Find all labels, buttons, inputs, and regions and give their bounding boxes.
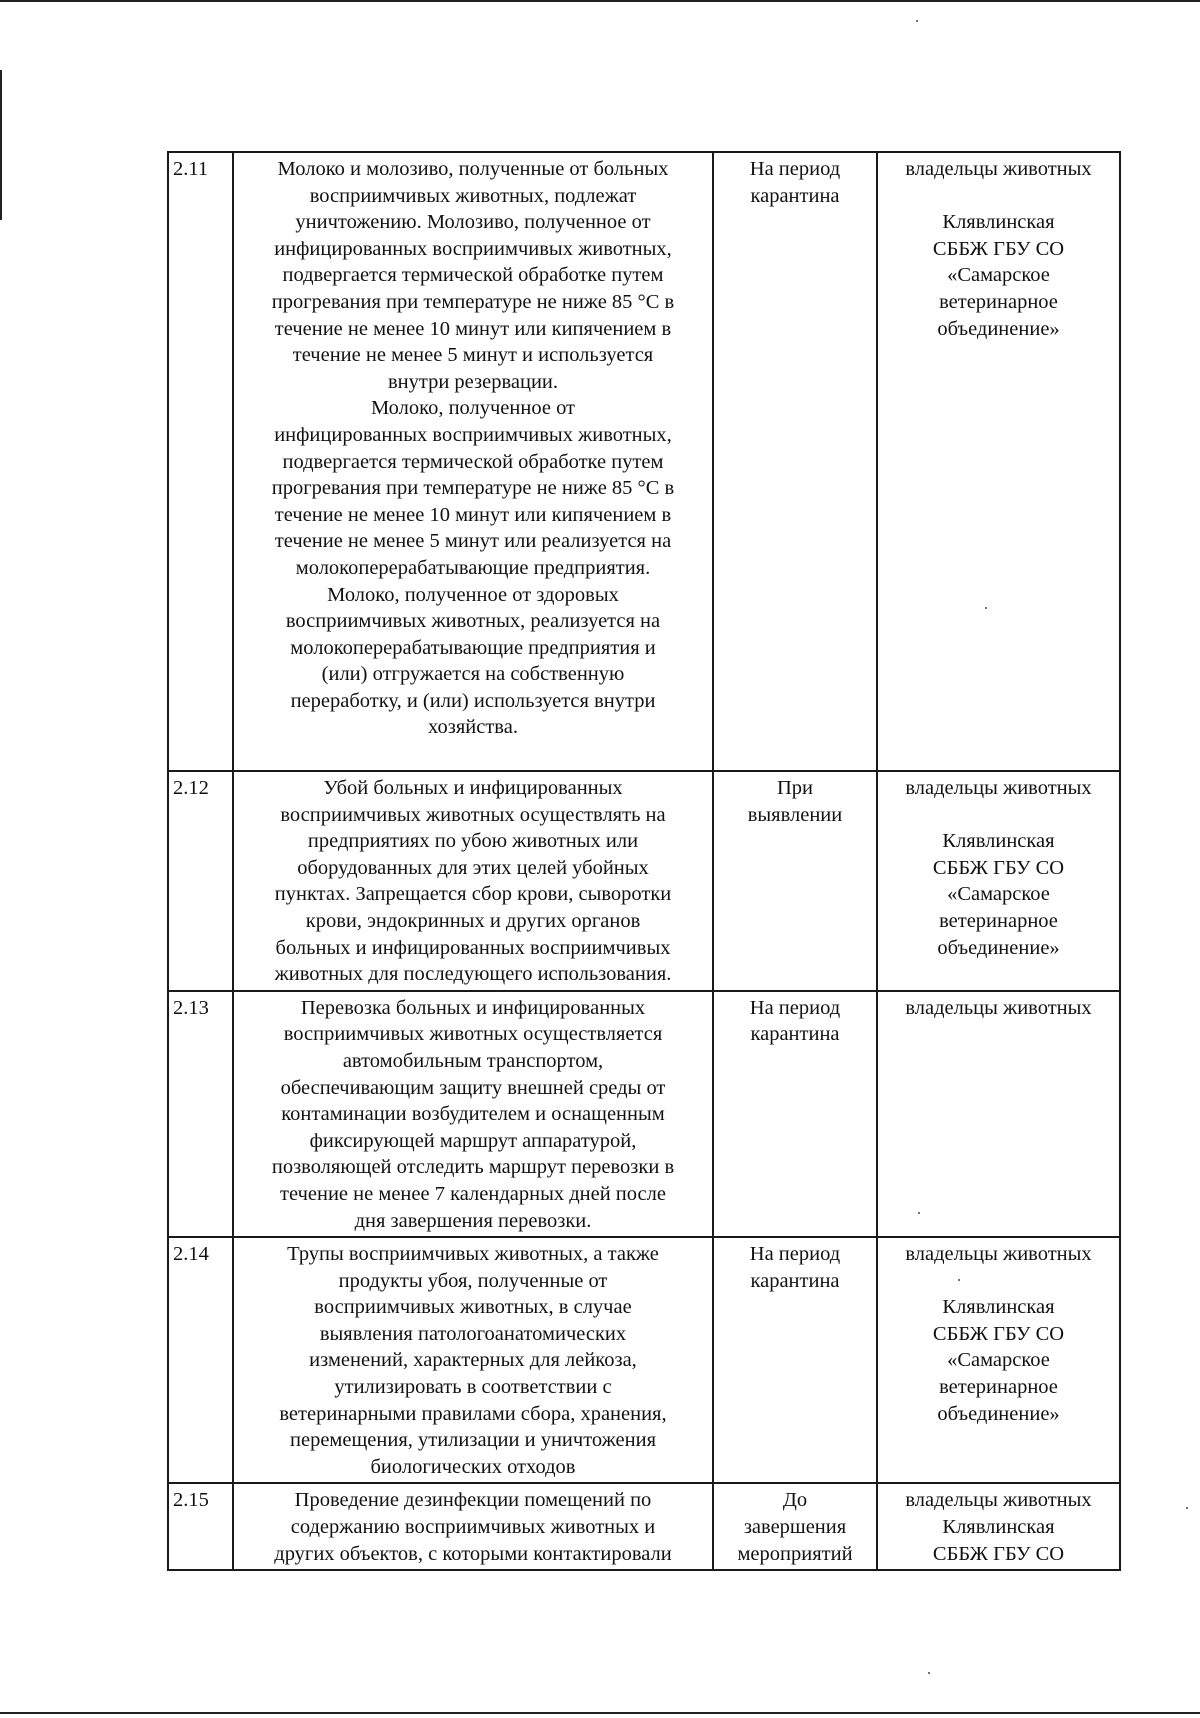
measure-term: На период карантина xyxy=(713,1237,877,1483)
measure-responsible: владельцы животных Клявлинская СББЖ ГБУ СО «Самарское ветеринарное объединение» xyxy=(877,1237,1120,1483)
measure-responsible: владельцы животных xyxy=(877,991,1120,1237)
item-number: 2.14 xyxy=(168,1237,233,1483)
scan-border-left xyxy=(0,70,2,220)
measure-responsible: владельцы животных Клявлинская СББЖ ГБУ СО xyxy=(877,1483,1120,1570)
scan-speck xyxy=(916,20,918,22)
table-row xyxy=(168,152,1120,771)
table-row xyxy=(168,1483,1120,1570)
measure-responsible: владельцы животных Клявлинская СББЖ ГБУ СО «Самарское ветеринарное объединение» xyxy=(877,152,1120,771)
scan-speck xyxy=(928,1672,930,1674)
item-number: 2.13 xyxy=(168,991,233,1237)
table-row xyxy=(168,771,1120,991)
measure-term: До завершения мероприятий xyxy=(713,1483,877,1570)
measure-description: Перевозка больных и инфицированных восприимчивых животных осуществляется автомобильным транспортом, обеспечивающим защиту внешней среды от контаминации возбудителем и оснащенным фиксирующей маршрут аппаратурой, позволяющей отследить маршрут перевозки в течение не менее 7 календарных дней после дня завершения перевозки. xyxy=(233,991,713,1237)
scan-border-bottom xyxy=(0,1712,1200,1714)
measure-term: При выявлении xyxy=(713,771,877,991)
item-number: 2.12 xyxy=(168,771,233,991)
measure-description: Убой больных и инфицированных восприимчивых животных осуществлять на предприятиях по убою животных или оборудованных для этих целей убойных пунктах. Запрещается сбор крови, сыворотки крови, эндокринных и других органов больных и инфицированных восприимчивых животных для последующего использования. xyxy=(233,771,713,991)
item-number: 2.15 xyxy=(168,1483,233,1570)
scan-border-top xyxy=(0,0,1200,2)
measure-term: На период карантина xyxy=(713,991,877,1237)
table-row xyxy=(168,991,1120,1237)
measure-responsible: владельцы животных Клявлинская СББЖ ГБУ СО «Самарское ветеринарное объединение» xyxy=(877,771,1120,991)
table-row xyxy=(168,1237,1120,1483)
measure-description: Проведение дезинфекции помещений по содержанию восприимчивых животных и других объектов, с которыми контактировали xyxy=(233,1483,713,1570)
item-number: 2.11 xyxy=(168,152,233,771)
measure-term: На период карантина xyxy=(713,152,877,771)
measures-table xyxy=(167,151,1121,1571)
measure-description: Молоко и молозиво, полученные от больных восприимчивых животных, подлежат уничтожению. Молозиво, полученное от инфицированных восприимчивых животных, подвергается термической обработке путем прогревания при температуре не ниже 85 °С в течение не менее 10 минут или кипячением в течение не менее 5 минут и используется внутри резервации. Молоко, полученное от инфицированных восприимчивых животных, подвергается термической обработке путем прогревания при температуре не ниже 85 °С в течение не менее 10 минут или кипячением в течение не менее 5 минут или реализуется на молокоперерабатывающие предприятия. Молоко, полученное от здоровых восприимчивых животных, реализуется на молокоперерабатывающие предприятия и (или) отгружается на собственную переработку, и (или) используется внутри хозяйства. xyxy=(233,152,713,771)
measure-description: Трупы восприимчивых животных, а также продукты убоя, полученные от восприимчивых животных, в случае выявления патологоанатомических изменений, характерных для лейкоза, утилизировать в соответствии с ветеринарными правилами сбора, хранения, перемещения, утилизации и уничтожения биологических отходов xyxy=(233,1237,713,1483)
scan-speck xyxy=(1186,1507,1188,1509)
